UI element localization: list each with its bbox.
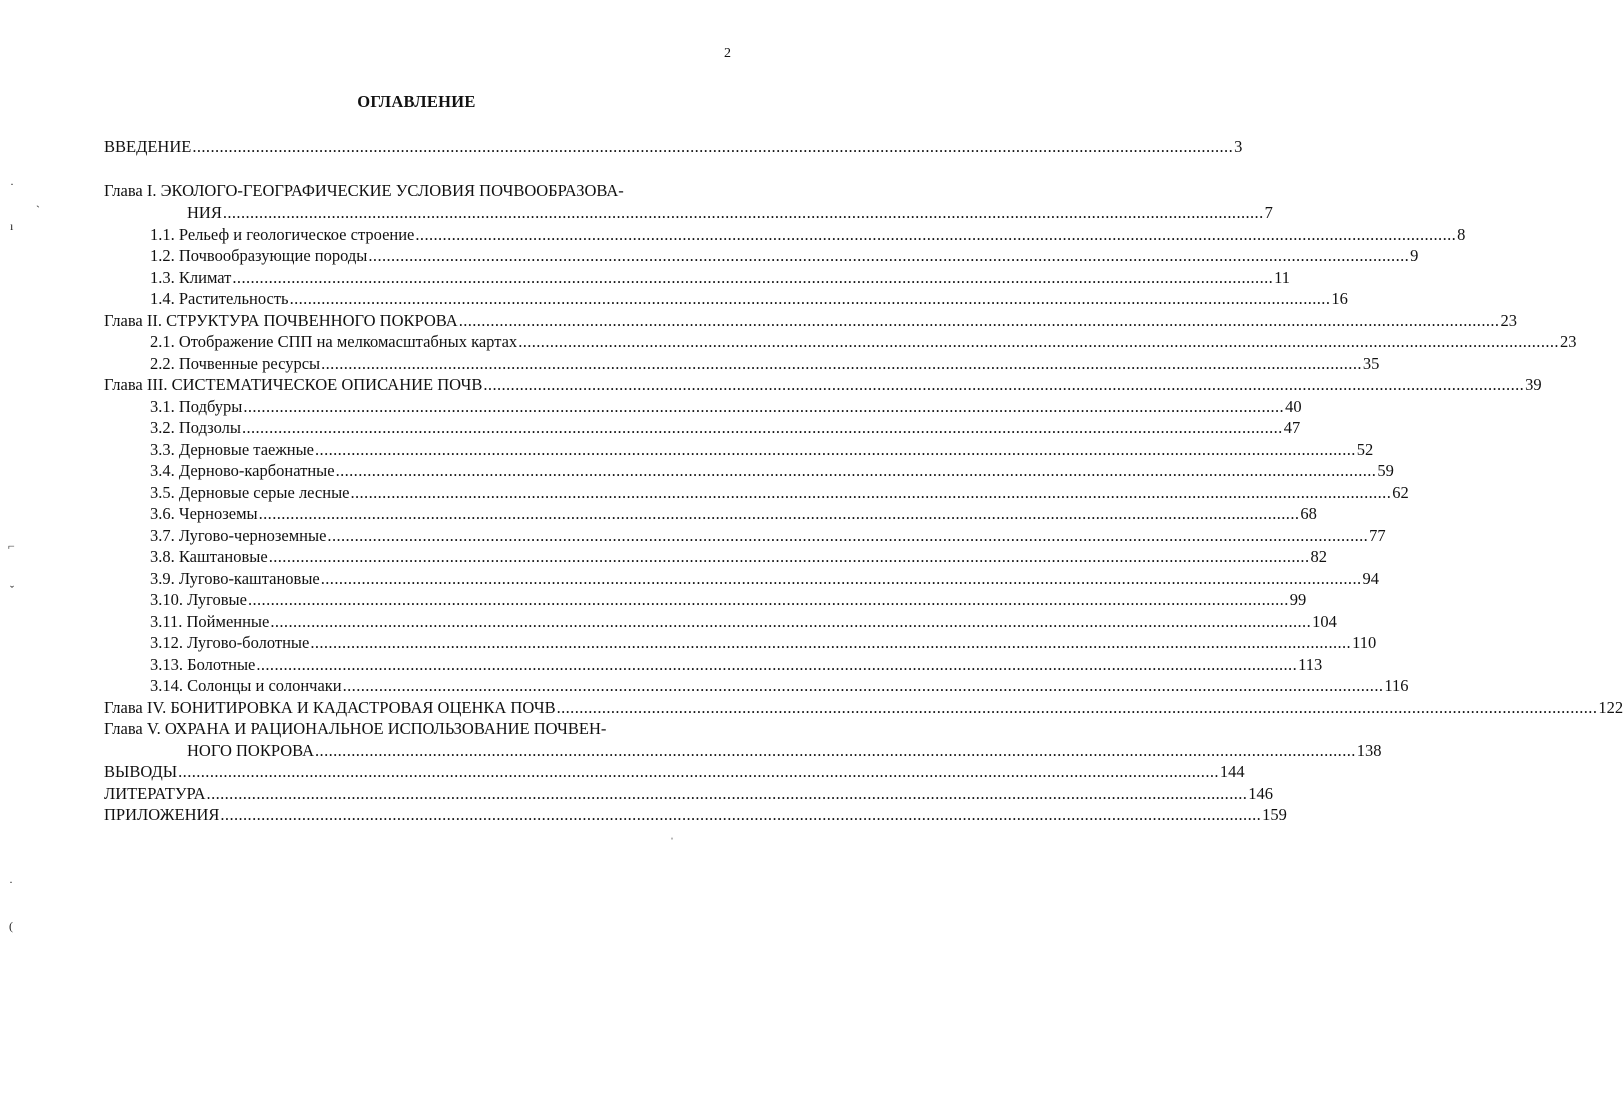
toc-page: 94: [1362, 569, 1379, 588]
toc-entry-conclusions: [104, 761, 1245, 782]
dot-leader: ......................................................................................................................................................................................................................................: [368, 246, 1410, 265]
toc-entry-3-10: [150, 589, 1307, 610]
toc-page: 39: [1525, 375, 1542, 394]
dot-leader: ......................................................................................................................................................................................................................................: [232, 268, 1274, 287]
dot-leader: ......................................................................................................................................................................................................................................: [321, 354, 1362, 373]
toc-label: 3.14. Солонцы и солончаки: [150, 676, 342, 695]
toc-entry-literature: [104, 783, 1274, 804]
scan-speck: ·: [10, 177, 14, 191]
dot-leader: ......................................................................................................................................................................................................................................: [327, 526, 1369, 545]
scan-speck: ı: [10, 219, 14, 233]
toc-entry-3-3: [150, 439, 1374, 460]
toc-page: 3: [1234, 137, 1243, 156]
toc-page: 138: [1356, 741, 1382, 760]
dot-leader: ......................................................................................................................................................................................................................................: [335, 461, 1377, 480]
toc-entry-3-7: [150, 525, 1386, 546]
toc-page: 159: [1262, 805, 1287, 824]
toc-page: 113: [1298, 655, 1323, 674]
toc-entry-1-1: [150, 224, 1466, 245]
toc-label: 3.7. Лугово-черноземные: [150, 526, 327, 545]
page-title: ОГЛАВЛЕНИЕ: [357, 92, 476, 111]
toc-entry-3-13: [150, 654, 1323, 675]
toc-entry-3-6: [150, 503, 1317, 524]
dot-leader: ......................................................................................................................................................................................................................................: [256, 655, 1298, 674]
toc-label: 3.13. Болотные: [150, 655, 256, 674]
toc-page: 82: [1310, 547, 1327, 566]
toc-entry-3-9: [150, 568, 1379, 589]
dot-leader: ......................................................................................................................................................................................................................................: [222, 203, 1264, 222]
dot-leader: ......................................................................................................................................................................................................................................: [258, 504, 1300, 523]
toc-entry-chapter-1-line-2: [187, 202, 1273, 223]
dot-leader: ......................................................................................................................................................................................................................................: [518, 332, 1559, 351]
toc-label: 3.4. Дерново-карбонатные: [150, 461, 335, 480]
dot-leader: ......................................................................................................................................................................................................................................: [270, 612, 1312, 631]
toc-label: ВВЕДЕНИЕ: [104, 137, 192, 156]
dot-leader: ......................................................................................................................................................................................................................................: [206, 784, 1248, 803]
toc-entry-3-2: [150, 417, 1301, 438]
toc-entry-appendices: [104, 804, 1287, 825]
toc-label: НОГО ПОКРОВА: [187, 741, 315, 760]
toc-page: 52: [1356, 440, 1374, 459]
toc-page: 59: [1377, 461, 1394, 480]
toc-entry-3-14: [150, 675, 1409, 696]
toc-label: ВЫВОДЫ: [104, 762, 178, 781]
toc-page: 40: [1285, 397, 1302, 416]
toc-label: 3.1. Подбуры: [150, 397, 243, 416]
dot-leader: ......................................................................................................................................................................................................................................: [247, 590, 1289, 609]
toc-entry-3-12: [150, 632, 1377, 653]
toc-page: 146: [1248, 784, 1274, 803]
dot-leader: ......................................................................................................................................................................................................................................: [342, 676, 1384, 695]
toc-page: 77: [1369, 526, 1386, 545]
toc-label: 3.2. Подзолы: [150, 418, 241, 437]
toc-entry-3-1: [150, 396, 1302, 417]
dot-leader: ......................................................................................................................................................................................................................................: [268, 547, 1310, 566]
toc-label: 3.11. Пойменные: [150, 612, 270, 631]
toc-label: 3.5. Дерновые серые лесные: [150, 483, 350, 502]
toc-entry-2-2: [150, 353, 1380, 374]
toc-page: 144: [1219, 762, 1245, 781]
toc-label: 3.9. Лугово-каштановые: [150, 569, 320, 588]
toc-entry-3-11: [150, 611, 1337, 632]
toc-page: 9: [1410, 246, 1419, 265]
toc-page: 68: [1300, 504, 1317, 523]
toc-page: 11: [1274, 268, 1291, 287]
dot-leader: ......................................................................................................................................................................................................................................: [178, 762, 1219, 781]
dot-leader: ......................................................................................................................................................................................................................................: [350, 483, 1392, 502]
toc-label: 3.8. Каштановые: [150, 547, 268, 566]
toc-entry-1-4: [150, 288, 1348, 309]
toc-page: 7: [1264, 203, 1273, 222]
toc-entry-chapter-2: [104, 310, 1517, 331]
toc-label: 1.4. Растительность: [150, 289, 289, 308]
scan-speck: ·: [9, 875, 13, 889]
toc-label: 3.10. Луговые: [150, 590, 247, 609]
toc-page: 8: [1457, 225, 1466, 244]
toc-entry-1-3: [150, 267, 1291, 288]
toc-entry-chapter-5-line-1: Глава V. ОХРАНА И РАЦИОНАЛЬНОЕ ИСПОЛЬЗОВАНИЕ ПОЧВЕН-: [104, 719, 607, 738]
dot-leader: ......................................................................................................................................................................................................................................: [192, 137, 1234, 156]
toc-page: 16: [1331, 289, 1348, 308]
toc-entry-chapter-1-line-1: Глава I. ЭКОЛОГО-ГЕОГРАФИЧЕСКИЕ УСЛОВИЯ ПОЧВООБРАЗОВА-: [104, 181, 624, 200]
toc-page: 104: [1312, 612, 1337, 631]
toc-entry-2-1: [150, 331, 1577, 352]
page-number: 2: [724, 46, 731, 61]
toc-page: 99: [1289, 590, 1307, 609]
dot-leader: ......................................................................................................................................................................................................................................: [458, 311, 1500, 330]
toc-entry-3-8: [150, 546, 1327, 567]
dot-leader: ......................................................................................................................................................................................................................................: [315, 741, 1356, 760]
dot-leader: ......................................................................................................................................................................................................................................: [315, 440, 1356, 459]
toc-label: Глава IV. БОНИТИРОВКА И КАДАСТРОВАЯ ОЦЕНКА ПОЧВ: [104, 698, 556, 717]
dot-leader: ......................................................................................................................................................................................................................................: [243, 397, 1285, 416]
dot-leader: ......................................................................................................................................................................................................................................: [415, 225, 1457, 244]
scan-speck: ˈ: [670, 835, 674, 849]
toc-entry-chapter-5-line-2: [187, 740, 1382, 761]
toc-page: 62: [1392, 483, 1409, 502]
toc-label: ПРИЛОЖЕНИЯ: [104, 805, 220, 824]
scan-speck: `: [36, 203, 40, 217]
scan-speck: (: [9, 919, 13, 933]
toc-entry-1-2: [150, 245, 1419, 266]
dot-leader: ......................................................................................................................................................................................................................................: [483, 375, 1525, 394]
toc-label: Глава III. СИСТЕМАТИЧЕСКОЕ ОПИСАНИЕ ПОЧВ: [104, 375, 483, 394]
toc-entry-intro: [104, 136, 1243, 157]
dot-leader: ......................................................................................................................................................................................................................................: [220, 805, 1262, 824]
dot-leader: ......................................................................................................................................................................................................................................: [320, 569, 1362, 588]
toc-label: 3.12. Лугово-болотные: [150, 633, 310, 652]
toc-label: 1.3. Климат: [150, 268, 232, 287]
toc-label: НИЯ: [187, 203, 222, 222]
toc-entry-chapter-3: [104, 374, 1542, 395]
toc-entry-chapter-4: [104, 697, 1623, 718]
toc-label: ЛИТЕРАТУРА: [104, 784, 206, 803]
dot-leader: ......................................................................................................................................................................................................................................: [310, 633, 1352, 652]
toc-page: 122: [1598, 698, 1623, 717]
dot-leader: ......................................................................................................................................................................................................................................: [241, 418, 1283, 437]
toc-page: 116: [1384, 676, 1409, 695]
toc-page: 35: [1362, 354, 1380, 373]
dot-leader: ......................................................................................................................................................................................................................................: [289, 289, 1331, 308]
toc-page: 110: [1352, 633, 1377, 652]
toc-label: 2.1. Отображение СПП на мелкомасштабных картах: [150, 332, 518, 351]
toc-label: 3.6. Черноземы: [150, 504, 258, 523]
toc-entry-3-5: [150, 482, 1409, 503]
scan-speck: ˇ: [10, 583, 14, 597]
toc-label: 1.2. Почвообразующие породы: [150, 246, 368, 265]
scan-speck: ⌐: [8, 539, 15, 553]
dot-leader: ......................................................................................................................................................................................................................................: [556, 698, 1598, 717]
toc-page: 47: [1283, 418, 1301, 437]
toc-page: 23: [1559, 332, 1577, 351]
toc-label: 3.3. Дерновые таежные: [150, 440, 315, 459]
toc-entry-3-4: [150, 460, 1394, 481]
toc-page: 23: [1500, 311, 1517, 330]
toc-label: 1.1. Рельеф и геологическое строение: [150, 225, 415, 244]
toc-label: 2.2. Почвенные ресурсы: [150, 354, 321, 373]
toc-label: Глава II. СТРУКТУРА ПОЧВЕННОГО ПОКРОВА: [104, 311, 458, 330]
